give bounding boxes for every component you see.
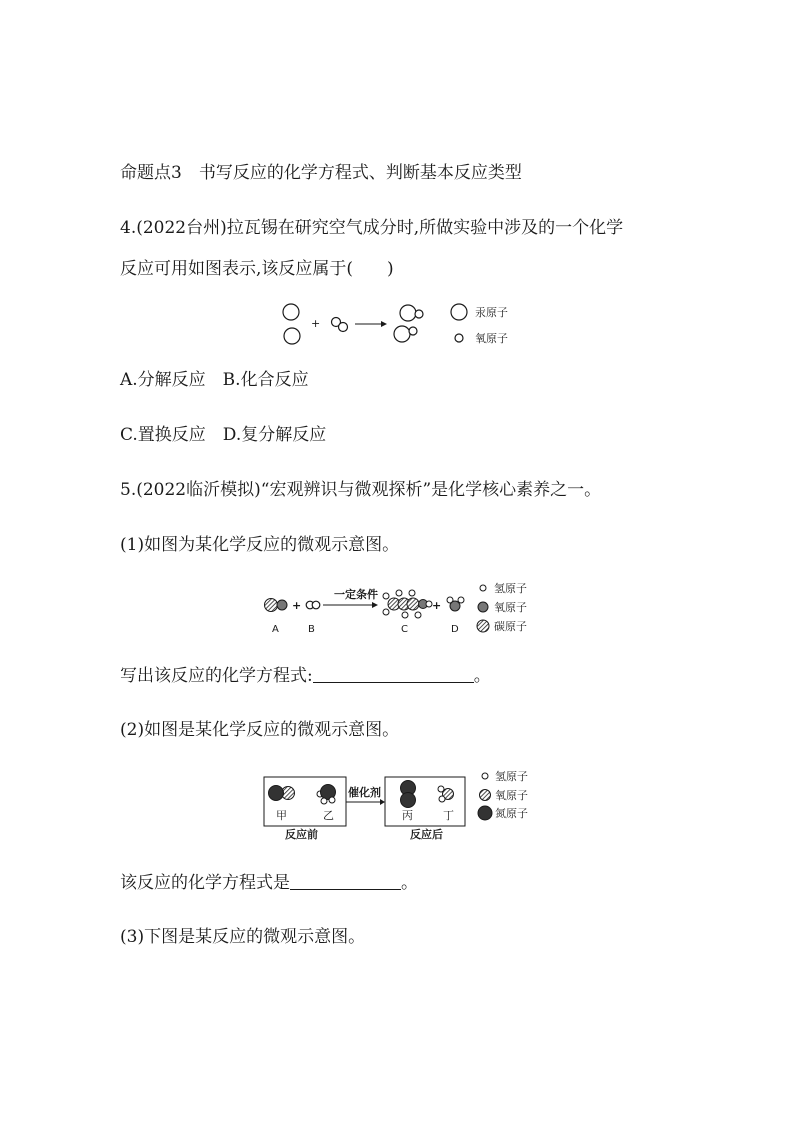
- box-label-before: 反应前: [285, 828, 318, 841]
- q4-options-line2: C.置换反应 D.复分解反应: [120, 425, 327, 445]
- answer-end: 。: [401, 873, 418, 893]
- hydrogen-atom: [439, 796, 445, 802]
- molecule-label-d: D: [451, 624, 459, 635]
- q5-stem: 5.(2022临沂模拟)“宏观辨识与微观探析”是化学核心素养之一。: [120, 480, 602, 500]
- molecule-label-b: B: [308, 624, 315, 635]
- hydrogen-atom: [329, 797, 335, 803]
- molecule-label-bing: 丙: [402, 809, 413, 822]
- q5-part2-answer-line: [120, 871, 418, 894]
- molecule-label-jia: 甲: [276, 809, 287, 822]
- molecule-label-c: C: [401, 624, 408, 635]
- legend-label-hydrogen: 氢原子: [494, 582, 527, 595]
- molecule-label-ding: 丁: [443, 809, 454, 822]
- legend-label-oxygen: 氧原子: [494, 601, 527, 614]
- plus-sign: +: [432, 599, 442, 612]
- catalyst-label: 催化剂: [348, 786, 381, 799]
- nitrogen-atom: [401, 793, 416, 808]
- answer-prompt: 该反应的化学方程式是: [120, 873, 290, 893]
- legend-label-oxygen: 氧原子: [475, 332, 508, 345]
- q5-part1-text: (1)如图为某化学反应的微观示意图。: [120, 535, 400, 555]
- q4-stem-line2: 反应可用如图表示,该反应属于( ): [120, 259, 394, 279]
- legend-label-mercury: 汞原子: [475, 306, 508, 319]
- legend-oxygen-icon: [480, 790, 491, 801]
- hydrogen-atom: [321, 798, 327, 804]
- molecule-label-yi: 乙: [323, 809, 334, 822]
- legend-label-nitrogen: 氮原子: [495, 807, 528, 820]
- molecule-label-a: A: [272, 624, 279, 635]
- section-title: 命题点3 书写反应的化学方程式、判断基本反应类型: [120, 163, 522, 183]
- q5-part2-text: (2)如图是某化学反应的微观示意图。: [120, 720, 400, 740]
- q5-part3-text: (3)下图是某反应的微观示意图。: [120, 927, 366, 947]
- plus-sign: +: [292, 599, 302, 612]
- legend-label-hydrogen: 氢原子: [495, 770, 528, 783]
- legend-label-oxygen: 氧原子: [495, 789, 528, 802]
- answer-blank[interactable]: [290, 871, 401, 890]
- box-label-after: 反应后: [410, 828, 443, 841]
- answer-prompt: 写出该反应的化学方程式:: [120, 666, 313, 686]
- legend-nitrogen-icon: [478, 806, 492, 820]
- nitrogen-atom: [269, 786, 284, 801]
- condition-label: 一定条件: [334, 588, 378, 601]
- answer-end: 。: [473, 666, 491, 686]
- legend-hydrogen-icon: [482, 773, 488, 779]
- q4-stem-line1: 4.(2022台州)拉瓦锡在研究空气成分时,所做实验中涉及的一个化学: [120, 218, 624, 238]
- plus-sign: +: [311, 317, 321, 330]
- q4-options-line1: A.分解反应 B.化合反应: [120, 370, 309, 390]
- legend-label-carbon: 碳原子: [494, 620, 527, 633]
